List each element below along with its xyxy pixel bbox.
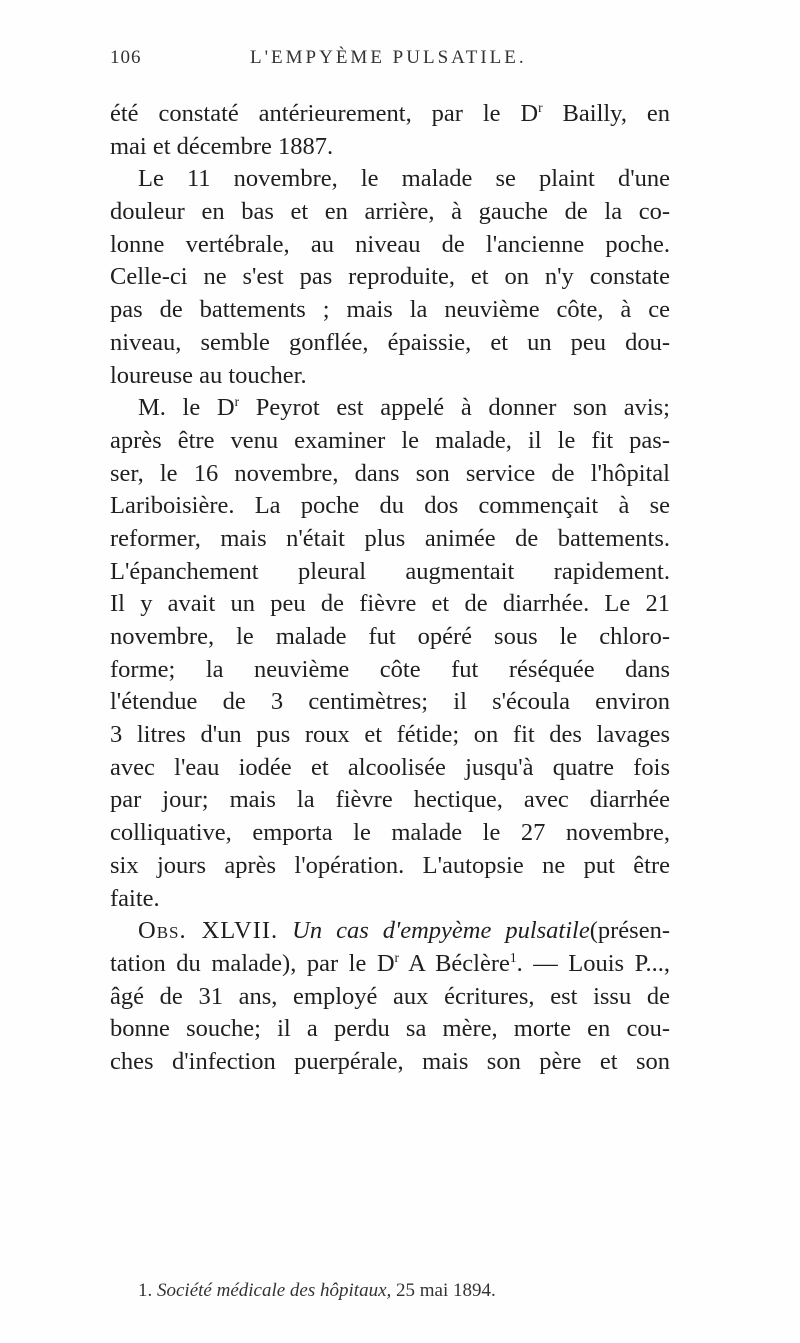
text-line: six jours après l'opération. L'autopsie ne put être — [110, 851, 670, 879]
text-line: bonne souche; il a perdu sa mère, morte en cou- — [110, 1015, 670, 1043]
text-line: mai et décembre 1887. — [110, 132, 334, 160]
text-line: l'étendue de 3 centimètres; il s'écoula environ — [110, 688, 670, 716]
footnote — [138, 1280, 658, 1302]
text-line: 3 litres d'un pus roux et fétide; on fit des lavages — [110, 721, 670, 749]
text-line: tation du malade), par le $D^r$ A Béclère$^1$. — Louis P..., — [110, 949, 670, 977]
text-line: pas de battements ; mais la neuvième côte, à ce — [110, 296, 670, 324]
footnote-number: 1. — [138, 1280, 153, 1301]
text-line: loureuse au toucher. — [110, 361, 307, 389]
footnote-reference: 1 — [509, 949, 517, 965]
text-line: Il y avait un peu de fièvre et de diarrhée. Le 21 — [110, 590, 670, 618]
footnote-date: 25 mai 1894. — [391, 1280, 496, 1301]
paragraph-start-line: M. le $D^r$ Peyrot est appelé à donner son avis; — [138, 394, 670, 422]
observation-label: Obs. XLVII. — [138, 917, 279, 945]
text-line: novembre, le malade fut opéré sous le chloro- — [110, 623, 670, 650]
text-line: âgé de 31 ans, employé aux écritures, est issu de — [110, 982, 670, 1010]
text-line: avec l'eau iodée et alcoolisée jusqu'à quatre fois — [110, 753, 670, 781]
running-title: L'EMPYÈME PULSATILE. — [250, 47, 527, 68]
footnote-journal: Société médicale des hôpitaux, — [157, 1280, 392, 1301]
text-line: Celle-ci ne s'est pas reproduite, et on n'y constate — [110, 263, 670, 291]
text-line: reformer, mais n'était plus animée de battements. — [110, 524, 670, 552]
text-line: niveau, semble gonflée, épaissie, et un peu dou- — [110, 328, 670, 356]
paragraph-start-line: Le 11 novembre, le malade se plaint d'une — [138, 165, 670, 193]
text-line: par jour; mais la fièvre hectique, avec diarrhée — [110, 786, 670, 814]
text-line: Lariboisière. La poche du dos commençait à se — [110, 492, 670, 520]
text-line: douleur en bas et en arrière, à gauche de la co- — [110, 198, 670, 226]
observation-title: Un cas d'empyème pulsatile — [292, 917, 590, 945]
text-line: lonne vertébrale, au niveau de l'ancienne poche. — [110, 230, 670, 258]
text-line: colliquative, emporta le malade le 27 novembre, — [110, 819, 670, 847]
text-line: été constaté antérieurement, par le $D^r$ Bailly, en — [110, 99, 671, 127]
text-line: ser, le 16 novembre, dans son service de l'hôpital — [110, 459, 670, 487]
observation-heading-line: Obs. XLVII. Un cas d'empyème pulsatile(présen- — [138, 917, 670, 945]
page-number: 106 — [110, 47, 142, 68]
text-line: après être venu examiner le malade, il le fit pas- — [110, 426, 670, 454]
text-line: L'épanchement pleural augmentait rapidement. — [110, 557, 670, 585]
text-line: faite. — [110, 884, 160, 912]
text-line: ches d'infection puerpérale, mais son père et son — [110, 1047, 670, 1075]
text-line: forme; la neuvième côte fut réséquée dans — [110, 655, 670, 683]
body-text — [110, 98, 670, 1079]
running-head — [110, 47, 670, 77]
